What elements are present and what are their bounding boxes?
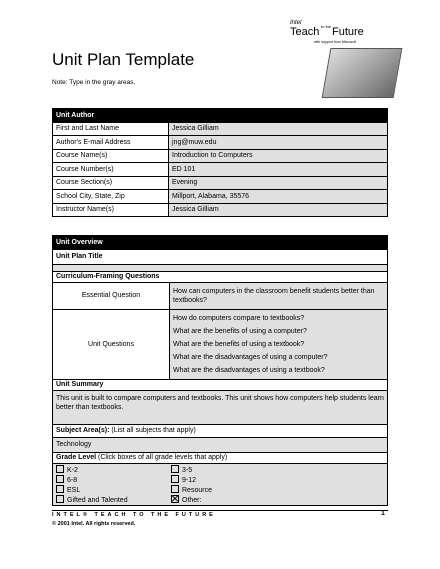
unit-author-header: Unit Author	[53, 109, 388, 123]
essential-question-field[interactable]: How can computers in the classroom benefit students better than textbooks?	[170, 282, 388, 309]
grade-option-k2[interactable]	[56, 465, 171, 474]
logo-support: with support from Microsoft	[314, 40, 357, 44]
grade-option-label: Other:	[182, 496, 202, 504]
checkbox-icon[interactable]	[171, 465, 179, 473]
list-item: What are the disadvantages of using a textbook?	[173, 366, 325, 374]
checkbox-icon[interactable]	[171, 475, 179, 483]
subject-area-label: Subject Area(s):	[56, 427, 110, 434]
table-row	[53, 149, 388, 163]
table-row	[53, 122, 388, 136]
checkbox-icon[interactable]	[56, 465, 64, 473]
field-label: Course Section(s)	[53, 176, 169, 190]
grade-option-label: 3-5	[182, 466, 193, 474]
cfq-label: Curriculum-Framing Questions	[53, 271, 388, 282]
course-name-field[interactable]: Introduction to Computers	[169, 149, 388, 163]
unit-questions-field[interactable]	[170, 309, 388, 379]
instructor-name-field[interactable]: Jessica Gilliam	[169, 203, 388, 217]
grade-option-label: Gifted and Talented	[67, 496, 128, 504]
table-row	[53, 136, 388, 150]
school-location-field[interactable]: Millport, Alabama, 35576	[169, 190, 388, 204]
table-row	[53, 176, 388, 190]
unit-plan-title-field[interactable]	[53, 264, 388, 271]
list-item: How do computers compare to textbooks?	[173, 314, 305, 322]
grade-option-gifted[interactable]	[56, 495, 171, 504]
unit-questions-label: Unit Questions	[53, 309, 170, 379]
field-label: First and Last Name	[53, 122, 169, 136]
subject-area-row	[53, 424, 388, 437]
field-label: Instructor Name(s)	[53, 203, 169, 217]
grade-option-resource[interactable]	[171, 485, 291, 494]
grade-level-row	[53, 452, 388, 463]
author-email-field[interactable]: jng@muw.edu	[169, 136, 388, 150]
author-name-field[interactable]: Jessica Gilliam	[169, 122, 388, 136]
unit-summary-label: Unit Summary	[53, 379, 388, 390]
table-row	[53, 163, 388, 177]
grade-level-hint: (Click boxes of all grade levels that apply)	[96, 454, 228, 461]
checkbox-icon[interactable]	[56, 485, 64, 493]
logo-to-the: to the	[321, 24, 332, 29]
table-row	[53, 190, 388, 204]
field-label: Author's E-mail Address	[53, 136, 169, 150]
grade-option-3-5[interactable]	[171, 465, 291, 474]
list-item: What are the benefits of using a computer?	[173, 327, 307, 335]
table-row	[53, 203, 388, 217]
subject-area-field[interactable]: Technology	[53, 437, 388, 452]
grade-level-label: Grade Level	[56, 454, 97, 461]
grade-option-esl[interactable]	[56, 485, 171, 494]
essential-question-label: Essential Question	[53, 282, 170, 309]
unit-overview-table	[52, 235, 388, 506]
unit-plan-title-label: Unit Plan Title	[53, 249, 388, 264]
page-number: 1	[381, 510, 385, 517]
list-item: What are the benefits of using a textbook?	[173, 340, 305, 348]
intel-teach-logo	[290, 20, 420, 110]
field-label: School City, State, Zip	[53, 190, 169, 204]
page-note: Note: Type in the gray areas.	[52, 79, 136, 86]
grade-option-label: 9-12	[182, 476, 197, 484]
checkbox-icon[interactable]	[56, 495, 64, 503]
checked-checkbox-icon[interactable]	[171, 495, 179, 503]
field-label: Course Number(s)	[53, 163, 169, 177]
grade-option-other[interactable]	[171, 495, 291, 504]
grade-option-label: 6-8	[67, 476, 78, 484]
grade-option-label: Resource	[182, 486, 212, 494]
grade-option-9-12[interactable]	[171, 475, 291, 484]
unit-overview-header: Unit Overview	[53, 236, 388, 250]
book-illustration-icon	[322, 48, 403, 98]
checkbox-icon[interactable]	[171, 485, 179, 493]
logo-teach: Teach	[290, 26, 320, 38]
grade-level-options	[53, 463, 388, 505]
course-number-field[interactable]: ED 101	[169, 163, 388, 177]
logo-future: Future	[332, 26, 364, 38]
page-title: Unit Plan Template	[52, 50, 195, 69]
footer-copyright: © 2001 Intel. All rights reserved.	[52, 521, 136, 527]
grade-option-label: K-2	[67, 466, 78, 474]
footer-divider	[52, 510, 388, 511]
unit-summary-field[interactable]: This unit is built to compare computers and textbooks. This unit shows how computers help students learn better than textbooks.	[53, 390, 388, 424]
list-item: What are the disadvantages of using a computer?	[173, 353, 328, 361]
grade-option-6-8[interactable]	[56, 475, 171, 484]
logo-intel: Intel	[290, 20, 302, 26]
checkbox-icon[interactable]	[56, 475, 64, 483]
course-section-field[interactable]: Evening	[169, 176, 388, 190]
subject-area-hint: (List all subjects that apply)	[109, 427, 196, 434]
footer-program: INTEL® TEACH TO THE FUTURE	[52, 512, 216, 518]
unit-author-table	[52, 108, 388, 217]
field-label: Course Name(s)	[53, 149, 169, 163]
grade-option-label: ESL	[67, 486, 81, 494]
